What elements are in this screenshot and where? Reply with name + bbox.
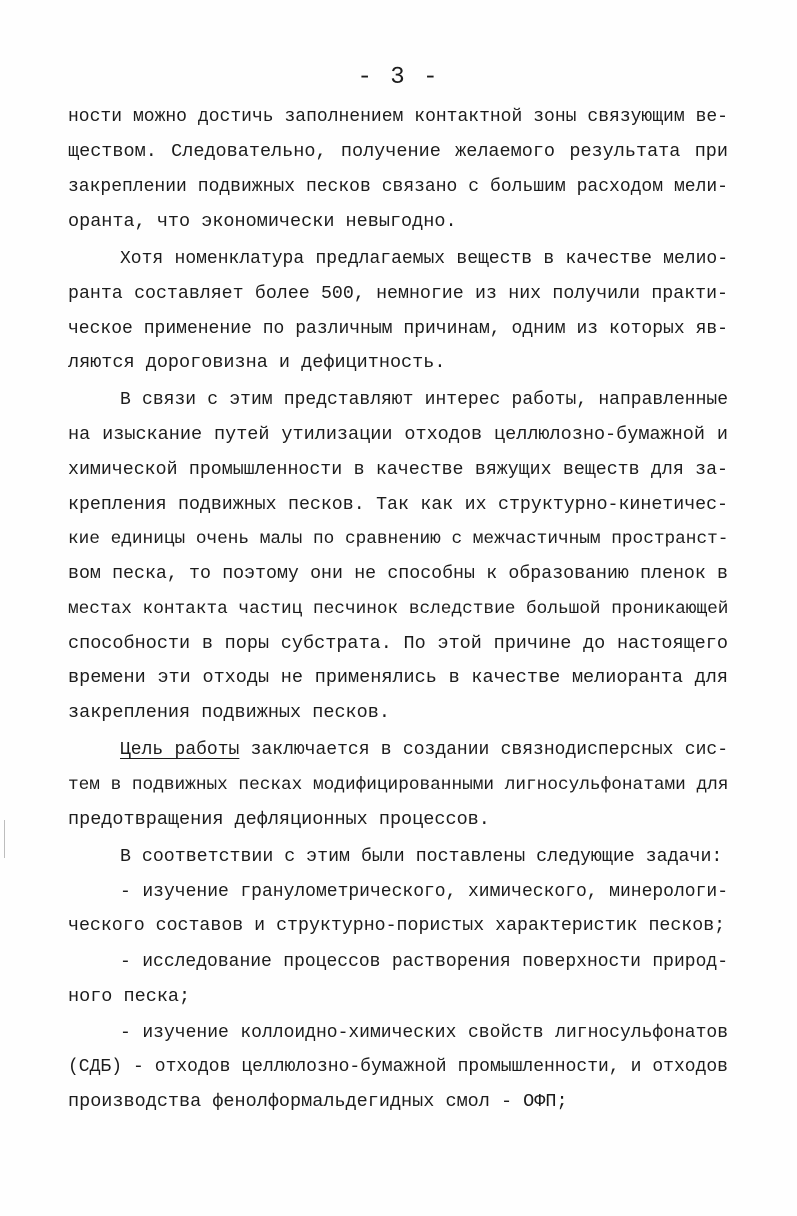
text-line: оранта, что экономически невыгодно.: [68, 211, 457, 232]
text-line: - исследование процессов растворения поверхности природ-: [120, 952, 728, 972]
text-line: вом песка, то поэтому они не способны к образованию пленок в: [68, 564, 728, 584]
text-line: ляются дороговизна и дефицитность.: [68, 352, 446, 373]
text-line: предотвращения дефляционных процессов.: [68, 809, 490, 830]
text-line: - изучение гранулометрического, химического, минерологи-: [120, 882, 728, 902]
scan-artifact: [4, 820, 5, 858]
text-line: тем в подвижных песках модифицированными лигносульфонатами для: [68, 775, 729, 795]
text-line: времени эти отходы не применялись в качестве мелиоранта для: [68, 667, 728, 688]
text-line-goal: [120, 733, 728, 767]
text-line: кие единицы очень малы по сравнению с межчастичным пространст-: [68, 529, 729, 549]
text-line: В связи с этим представляют интерес работы, направленные: [120, 390, 728, 410]
text-line: (СДБ) - отходов целлюлозно-бумажной промышленности, и отходов: [68, 1057, 728, 1077]
text-line: химической промышленности в качестве вяжущих веществ для за-: [68, 460, 728, 480]
text-line: ческое применение по различным причинам, одним из которых яв-: [68, 319, 728, 339]
text-line: на изыскание путей утилизации отходов целлюлозно-бумажной и: [68, 424, 728, 445]
goal-label: Цель работы: [120, 740, 240, 760]
text-line: ранта составляет более 500, немногие из них получили практи-: [68, 284, 728, 304]
text-line: В соответствии с этим были поставлены следующие задачи:: [120, 847, 723, 867]
text-line: способности в поры субстрата. По этой причине до настоящего: [68, 633, 728, 654]
text-line: закреплении подвижных песков связано с большим расходом мели-: [68, 177, 728, 197]
text-line: ческого составов и структурно-пористых характеристик песков;: [68, 916, 726, 936]
text-line: производства фенолформальдегидных смол - ОФП;: [68, 1091, 568, 1112]
page-number: - 3 -: [357, 64, 440, 91]
goal-text: заключается в создании связнодисперсных сис-: [250, 740, 729, 760]
text-line: крепления подвижных песков. Так как их структурно-кинетичес-: [68, 495, 728, 515]
text-line: - изучение коллоидно-химических свойств лигносульфонатов: [120, 1023, 728, 1043]
text-line: местах контакта частиц песчинок вследствие большой проникающей: [68, 599, 729, 619]
text-line: ного песка;: [68, 986, 191, 1007]
text-line: ществом. Следовательно, получение желаемого результата при: [68, 141, 728, 162]
text-line: ности можно достичь заполнением контактной зоны связующим ве-: [68, 107, 728, 127]
text-line: Хотя номенклатура предлагаемых веществ в качестве мелио-: [120, 249, 728, 269]
text-line: закрепления подвижных песков.: [68, 702, 390, 723]
